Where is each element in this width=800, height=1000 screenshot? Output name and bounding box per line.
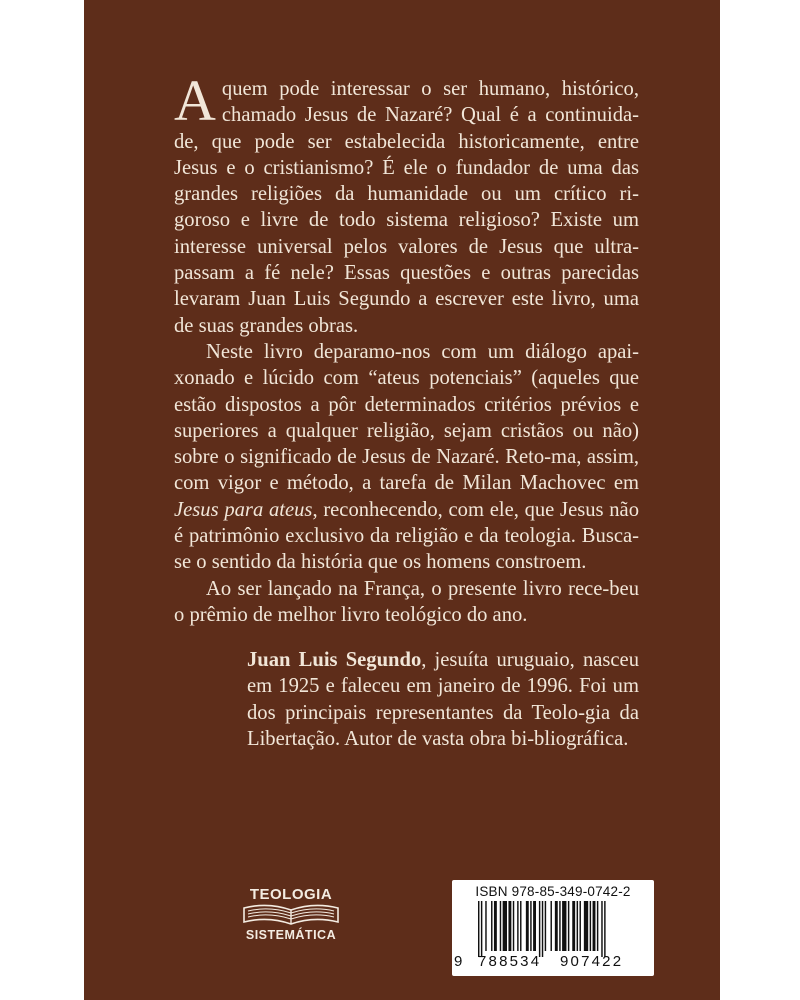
barcode-bar <box>593 901 596 951</box>
barcode-bar <box>559 901 560 951</box>
barcode-bar <box>597 901 598 951</box>
barcode-bar <box>508 901 511 951</box>
synopsis-paragraph-2-start: Neste livro deparamo-nos com um diálogo apai-xonado e lúcido com “ateus potenciais” (aqueles que estão dispostos a pôr determinados critérios prévios e superiores a qualquer religião, sejam cristãos ou não) sobre o significado de Jesus de Nazaré. Reto-ma, assim, com vigor e método, a tarefa de Milan Machovec em <box>174 340 639 495</box>
open-book-icon <box>240 902 342 928</box>
barcode-bar <box>503 901 507 951</box>
barcode-bar <box>494 901 497 951</box>
synopsis-text <box>174 68 639 628</box>
synopsis-paragraph-3: Ao ser lançado na França, o presente livro rece-beu o prêmio de melhor livro teológico do ano. <box>174 577 639 626</box>
author-bio <box>247 647 639 752</box>
barcode-bar <box>577 901 578 951</box>
author-name: Juan Luis Segundo <box>247 649 422 671</box>
book-back-cover <box>84 0 720 1000</box>
isbn-barcode <box>452 880 654 976</box>
barcode-bar <box>572 901 575 951</box>
isbn-label: ISBN 978-85-349-0742-2 <box>475 884 631 899</box>
barcode-bar <box>568 901 569 951</box>
logo-word-top: TEOLOGIA <box>249 886 333 903</box>
barcode-digits <box>452 953 654 973</box>
barcode-bar <box>533 901 536 951</box>
synopsis-paragraph-1-text: quem pode interessar o ser humano, histórico, chamado Jesus de Nazaré? Qual é a continuida-de, que pode ser estabelecida historicamente, entre Jesus e o cristianismo? É ele o fundador de uma das grandes religiões da humanidade ou um crítico ri-goroso e livre de todo sistema religioso? Existe um interesse universal pelos valores de Jesus que ultra-passam a fé nele? Essas questões e outras parecidas levaram Juan Luis Segundo a escrever este livro, uma de suas grandes obras. <box>174 78 639 337</box>
logo-word-bottom: SISTEMÁTICA <box>245 928 337 942</box>
synopsis-paragraph-2 <box>174 339 639 576</box>
barcode-bar <box>580 901 581 951</box>
barcode-bar <box>542 901 543 957</box>
barcode-bar <box>601 901 602 957</box>
barcode-bar <box>513 901 514 951</box>
barcode-bar <box>478 901 479 957</box>
barcode-bar <box>584 901 588 951</box>
barcode-bar <box>555 901 558 951</box>
book-title-reference: Jesus para ateus <box>174 498 313 521</box>
barcode-bar <box>481 901 482 957</box>
series-logo <box>234 872 348 952</box>
barcode-bar <box>539 901 540 957</box>
barcode-bar <box>545 901 546 951</box>
barcode-bar <box>500 901 501 951</box>
barcode-digits-right: 907422 <box>560 953 624 970</box>
barcode-bar <box>491 901 492 951</box>
barcode-bar <box>485 901 486 951</box>
author-bio-text: , jesuíta uruguaio, nasceu em 1925 e faleceu em janeiro de 1996. Foi um dos principais representantes da Teolo-gia da Libertação. Autor de vasta obra bi-bliográfica. <box>247 649 639 750</box>
barcode-digits-left: 788534 <box>478 953 542 970</box>
barcode-bars <box>462 901 644 959</box>
barcode-bar <box>517 901 518 951</box>
barcode-bar <box>526 901 529 951</box>
barcode-digit-first: 9 <box>454 953 463 970</box>
barcode-bar <box>590 901 591 951</box>
synopsis-paragraph-1 <box>174 68 639 339</box>
barcode-bar <box>530 901 531 951</box>
synopsis-paragraph-2-end: , reconhecendo, com ele, que Jesus não é patrimônio exclusivo da religião e da teologia. Busca-se o sentido da história que os homens constroem. <box>174 498 639 574</box>
barcode-bar <box>604 901 605 957</box>
barcode-bar <box>562 901 566 951</box>
drop-cap: A <box>174 68 216 133</box>
barcode-bar <box>551 901 552 951</box>
barcode-bar <box>520 901 521 951</box>
